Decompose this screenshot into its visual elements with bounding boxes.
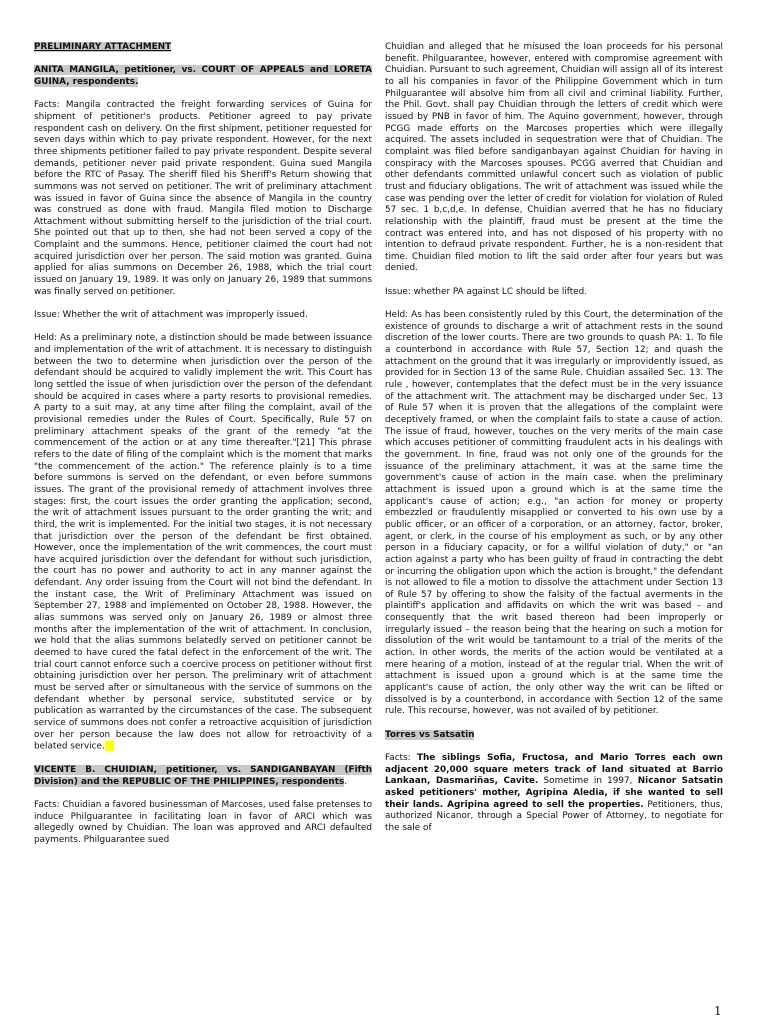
case-facts-chuidian-continued: Chuidian and alleged that he misused the loan proceeds for his personal benefit. Philguarantee, however, entered with compromise agreement with Chuidian. Pursuant to such agreement, Chuidian will assign all of its interest to all his companies in favor of the Philippine Government which in turn Philguarantee will absolve him from all civil and criminal liability. Further, the Phil. Govt. shall pay Chuidian through the letters of credit which were issued by PNB in favor of him. The Aquino government, however, through PCGG made efforts on the Marcoses properties which were illegally acquired. The assets included in sequestration were that of Chuidian. The complaint was filed before sandiganbayan against Chuidian for having in conspiracy with the Marcoses spouses. PCGG averred that Chuidian and other defendants committed unlawful concert such as violation of public trust and fiduciary obligations. The writ of attachment was issued while the case was pending over the letter of credit for violation for violation of Ruled 57 sec. 1 b,c,d,e. In defense, Chuidian averred that he has no fiduciary relationship with the plaintiff, fraud must be present at the time the contract was entered into, and has not disposed of his property with no intention to defraud private respondent. Further, he is a non-resident that time. Chuidian filed motion to lift the said order after four years but was denied. (385, 42, 723, 274)
case-title-mangila: ANITA MANGILA, petitioner, vs. COURT OF APPEALS and LORETA GUINA, respondents. (34, 65, 372, 87)
case-facts-mangila: Facts: Mangila contracted the freight forwarding services of Guina for shipment of petitioner's products. Petitioner agreed to pay private respondent cash on delivery. On the first shipment, petitioner requested for seven days within which to pay private respondent. However, for the next three shipments petitioner failed to pay private respondent. Despite several demands, petitioner never paid private respondent. Guina sued Mangila before the RTC of Pasay. The sheriff filed his Sheriff's Return showing that summons was not served on petitioner. The writ of preliminary attachment was issued in favor of Guina since the absence of Mangila in the country was construed as done with fraud. Mangila filed motion to Discharge Attachment without submitting herself to the jurisdiction of the trial court. She pointed out that up to then, she had not been served a copy of the Complaint and the summons. Hence, petitioner claimed the court had not acquired jurisdiction over her person. The said motion was granted. Guina applied for alias summons on December 26, 1988, which the trial court issued on January 19, 1989. It was only on January 26, 1989 that summons was finally served on petitioner. (34, 100, 372, 297)
highlight-marker (105, 741, 114, 751)
case-title-chuidian: VICENTE B. CHUIDIAN, petitioner, vs. SANDIGANBAYAN (Fifth Division) and the REPUBLIC OF THE PHILIPPINES, respondents. (34, 765, 372, 787)
case-issue-chuidian: Issue: whether PA against LC should be lifted. (385, 286, 588, 297)
section-title: PRELIMINARY ATTACHMENT (34, 42, 172, 52)
case-facts-torres: Facts: The siblings Sofia, Fructosa, and Mario Torres each own adjacent 20,000 square meters track of land situated at Barrio Lankaan, Dasmariñas, Cavite. Sometime in 1997, Nicanor Satsatin asked petitioners' mother, Agripina Aledia, if she wanted to sell their lands. Agripina agreed to sell the properties. Petitioners, thus, authorized Nicanor, through a Special Power of Attorney, to negotiate for the sale of (385, 752, 724, 833)
case-facts-chuidian: Facts: Chuidian a favored businessman of Marcoses, used false pretenses to induce Philguarantee in facilitating loan in favor of ARCI which was allegedly owned by Chuidian. The loan was approved and ARCI defaulted payments. Philguarantee sued (34, 800, 372, 846)
case-held-mangila: Held: As a preliminary note, a distinction should be made between issuance and implementation of the writ of attachment. It is necessary to distinguish between the two to determine when jurisdiction over the person of the defendant should be acquired to validly implement the writ. This Court has long settled the issue of when jurisdiction over the person of the defendant should be acquired in cases where a party resorts to provisional remedies. A party to a suit may, at any time after filing the complaint, avail of the provisional remedies under the Rules of Court. Specifically, Rule 57 on preliminary attachment speaks of the grant of the remedy "at the commencement of the action or at any time thereafter."[21] This phrase refers to the date of filing of the complaint which is the moment that marks "the commencement of the action." The reference plainly is to a time before summons is served on the defendant, or even before summons issues. The grant of the provisional remedy of attachment involves three stages: first, the court issues the order granting the application; second, the writ of attachment issues pursuant to the order granting the writ; and third, the writ is implemented. For the initial two stages, it is not necessary that jurisdiction over the person of the defendant be first obtained. However, once the implementation of the writ commences, the court must have acquired jurisdiction over the defendant for without such jurisdiction, the court has no power and authority to act in any manner against the defendant. Any order issuing from the Court will not bind the defendant. In the instant case, the Writ of Preliminary Attachment was issued on September 27, 1988 and implemented on October 28, 1988. However, the alias summons was served only on January 26, 1989 or almost three months after the implementation of the writ of attachment. In conclusion, we hold that the alias summons belatedly served on petitioner cannot be deemed to have cured the fatal defect in the enforcement of the writ. The trial court cannot enforce such a coercive process on petitioner without first obtaining jurisdiction over her person. The preliminary writ of attachment must be served after or simultaneous with the service of summons on the defendant whether by personal service, substituted service or by publication as warranted by the circumstances of the case. The subsequent service of summons does not confer a retroactive acquisition of jurisdiction over her person because the law does not allow for retroactivity of a belated service. (34, 333, 372, 752)
case-issue-mangila: Issue: Whether the writ of attachment was improperly issued. (34, 310, 308, 321)
page-number: 1 (714, 1004, 722, 1018)
case-title-torres: Torres vs Satsatin (385, 729, 475, 740)
case-held-chuidian: Held: As has been consistently ruled by this Court, the determination of the existence of grounds to discharge a writ of attachment rests in the sound discretion of the lower courts. There are two grounds to quash PA: 1. To file a counterbond in accordance with Rule 57, Section 12; and quash the attachment on the ground that it was irregularly or improvidently issued, as provided for in Section 13 of the same Rule. Chuidian assailed Sec. 13. The rule , however, contemplates that the defect must be in the very issuance of the attachment writ. The attachment may be discharged under Sec. 13 of Rule 57 when it is proven that the allegations of the complaint were deceptively framed, or when the complaint fails to state a cause of action. The issue of fraud, however, touches on the very merits of the main case which accuses petitioner of committing fraudulent acts in his dealings with the government. In fine, fraud was not only one of the grounds for the issuance of the preliminary attachment, it was at the same time the government's cause of action in the main case. when the preliminary attachment is issued upon a ground which is at the same time the applicant's cause of action; e.g., "an action for money or property embezzled or fraudulently misapplied or converted to his own use by a public officer, or an officer of a corporation, or an attorney, factor, broker, agent, or clerk, in the course of his employment as such, or by any other person in a fiduciary capacity, or for a willful violation of duty," or "an action against a party who has been guilty of fraud in contracting the debt or incurring the obligation upon which the action is brought," the defendant is not allowed to file a motion to dissolve the attachment under Section 13 of Rule 57 by offering to show the falsity of the factual averments in the plaintiff's application and affidavits on which the writ was based – and consequently that the writ based thereon had been improperly or irregularly issued – the reason being that the hearing on such a motion for dissolution of the writ would be tantamount to a trial of the merits of the action. In other words, the merits of the action would be ventilated at a mere hearing of a motion, instead of at the regular trial. When the writ of attachment is issued upon a ground which is at the same time the applicant's cause of action, the only other way the writ can be lifted or dissolved is by a counterbond, in accordance with Section 12 of the same rule. This recourse, however, was not availed of by petitioner. (385, 310, 723, 717)
right-column (385, 42, 723, 835)
left-column (34, 42, 372, 847)
